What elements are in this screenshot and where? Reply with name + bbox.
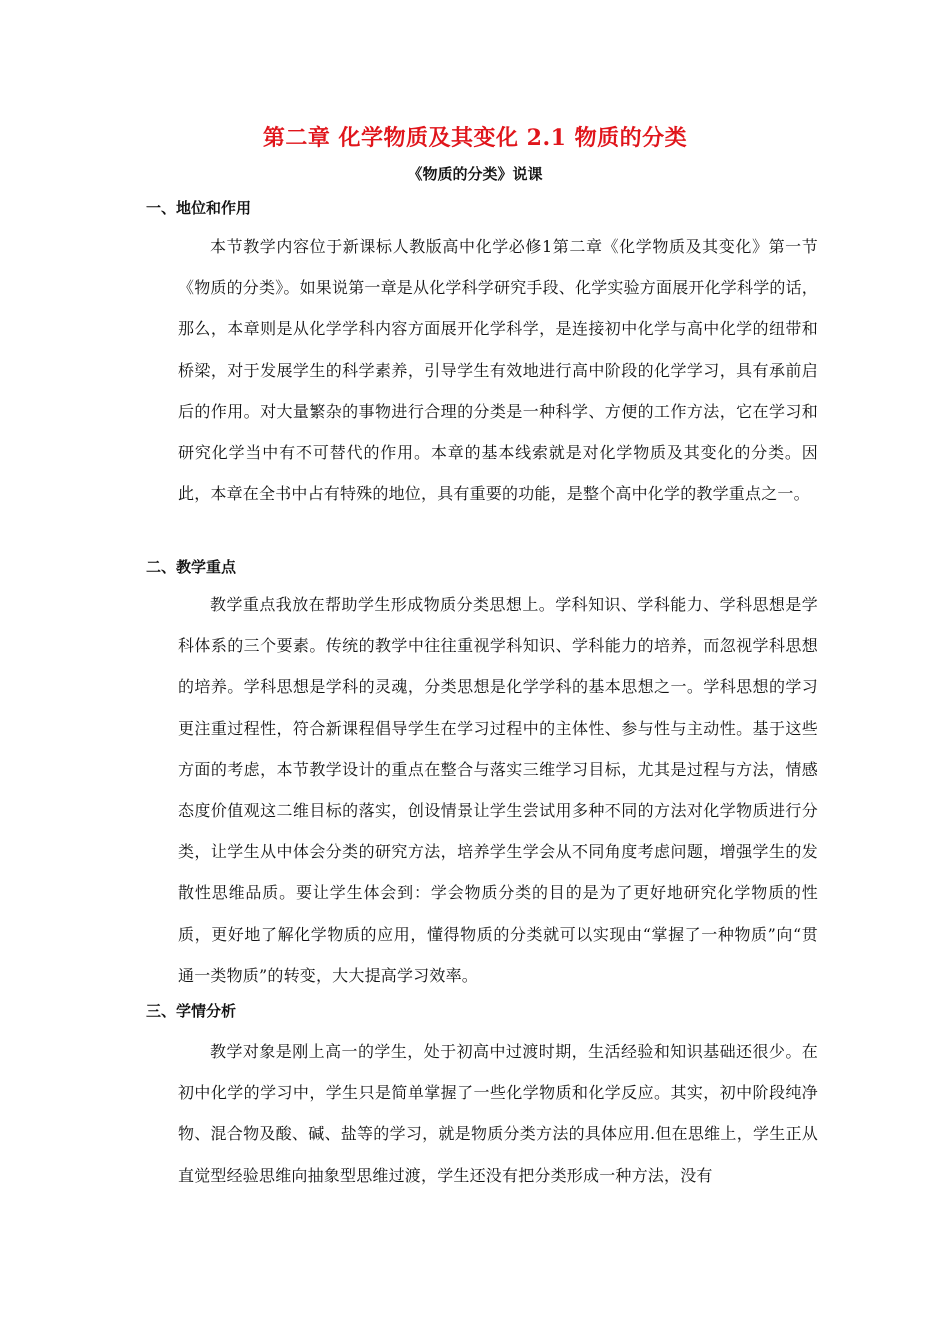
section-heading-teaching-focus: 二、教学重点 <box>146 558 237 576</box>
section-body-position-role: 本节教学内容位于新课标人教版高中化学必修1第二章《化学物质及其变化》第一节《物质的分类》。如果说第一章是从化学科学研究手段、化学实验方面展开化学科学的话，那么，本章则是从化学学科内容方面展开化学科学，是连接初中化学与高中化学的纽带和桥梁，对于发展学生的科学素养，引导学生有效地进行高中阶段的化学学习，具有承前启后的作用。对大量繁杂的事物进行合理的分类是一种科学、方便的工作方法，它在学习和研究化学当中有不可替代的作用。本章的基本线索就是对化学物质及其变化的分类。因此，本章在全书中占有特殊的地位，具有重要的功能，是整个高中化学的教学重点之一。 <box>178 237 819 504</box>
section-body-student-analysis: 教学对象是刚上高一的学生，处于初高中过渡时期，生活经验和知识基础还很少。在初中化学的学习中，学生只是简单掌握了一些化学物质和化学反应。其实，初中阶段纯净物、混合物及酸、碱、盐等的学习，就是物质分类方法的具体应用.但在思维上，学生正从直觉型经验思维向抽象型思维过渡，学生还没有把分类形成一种方法，没有 <box>178 1042 818 1185</box>
section-heading-student-analysis: 三、学情分析 <box>146 1002 237 1020</box>
section-heading-position-role: 一、地位和作用 <box>146 199 252 217</box>
section-body-teaching-focus: 教学重点我放在帮助学生形成物质分类思想上。学科知识、学科能力、学科思想是学科体系的三个要素。传统的教学中往往重视学科知识、学科能力的培养，而忽视学科思想的培养。学科思想是学科的灵魂，分类思想是化学学科的基本思想之一。学科思想的学习更注重过程性，符合新课程倡导学生在学习过程中的主体性、参与性与主动性。基于这些方面的考虑，本节教学设计的重点在整合与落实三维学习目标，尤其是过程与方法，情感态度价值观这二维目标的落实，创设情景让学生尝试用多种不同的方法对化学物质进行分类，让学生从中体会分类的研究方法，培养学生学会从不同角度考虑问题，增强学生的发散性思维品质。要让学生体会到：学会物质分类的目的是为了更好地研究化学物质的性质，更好地了解化学物质的应用，懂得物质的分类就可以实现由“掌握了一种物质”向“贯通一类物质”的转变，大大提高学习效率。 <box>178 595 818 985</box>
document-subtitle: 《物质的分类》说课 <box>407 165 543 183</box>
document-title: 第二章 化学物质及其变化 2.1 物质的分类 <box>262 125 688 151</box>
